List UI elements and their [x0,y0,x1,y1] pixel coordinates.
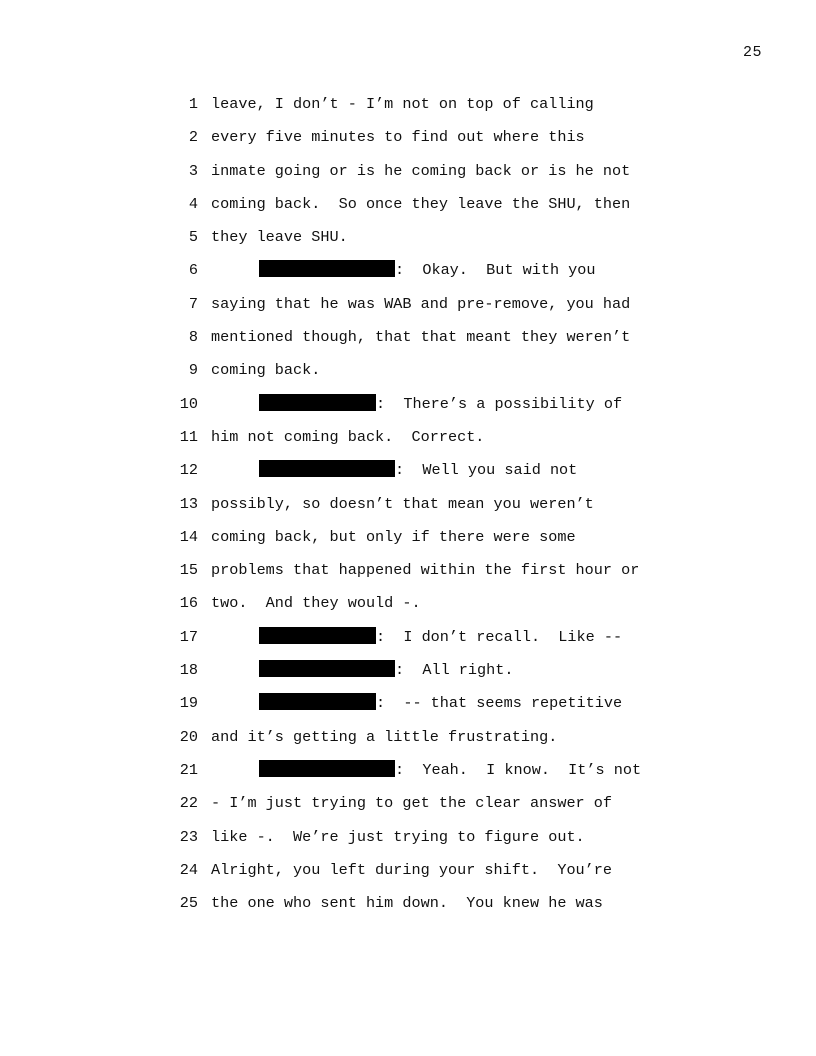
line-content: : All right. [395,661,514,680]
redacted-speaker-name [259,660,395,677]
line-text [211,492,594,516]
transcript-line [0,358,816,391]
speaker-line-text [259,258,596,282]
redacted-speaker-name [259,260,395,277]
redacted-speaker-name [259,627,376,644]
line-content: the one who sent him down. You knew he was [211,894,603,913]
line-number: 1 [188,95,198,113]
redacted-speaker-name [259,760,395,777]
line-number: 19 [179,694,198,713]
line-content: coming back, but only if there were some [211,527,576,546]
speaker-line-text [259,392,622,416]
line-number: 6 [188,261,198,280]
line-text [211,791,612,815]
redacted-speaker-name [259,460,395,477]
transcript-line [0,125,816,158]
line-content: him not coming back. Correct. [211,427,485,446]
line-text [211,325,630,349]
line-number: 4 [188,194,198,213]
transcript-line [0,258,816,291]
speaker-line-text [259,758,641,782]
line-content: - I’m just trying to get the clear answer of [211,794,613,813]
line-number: 17 [179,627,198,646]
line-content: : Well you said not [395,461,578,480]
transcript-line [0,192,816,225]
line-text [211,159,630,183]
line-text [211,525,576,549]
line-content: and it’s getting a little frustrating. [211,727,558,746]
line-number: 20 [179,727,198,746]
transcript-line [0,558,816,591]
line-content: : -- that seems repetitive [376,694,623,713]
line-content: every five minutes to find out where this [211,128,585,147]
transcript-line [0,292,816,325]
line-text [211,558,639,582]
line-text [211,92,594,116]
line-number: 3 [188,161,198,180]
transcript-line [0,392,816,425]
line-number: 12 [179,461,198,480]
transcript-line [0,425,816,458]
line-number: 8 [188,328,198,347]
line-number: 11 [179,427,198,446]
speaker-line-text [259,458,577,482]
speaker-line-text [259,658,513,682]
line-text [211,192,630,216]
line-number: 16 [179,594,198,613]
line-content: problems that happened within the first hour or [211,561,640,580]
line-number: 22 [179,794,198,813]
line-content: : I don’t recall. Like -- [376,627,623,646]
line-number: 10 [179,394,198,413]
transcript-body [0,92,816,924]
transcript-line [0,658,816,691]
line-number: 9 [188,361,198,380]
line-text [211,225,348,249]
line-number: 23 [179,827,198,846]
line-content: coming back. So once they leave the SHU, then [211,194,631,213]
line-number: 15 [179,561,198,580]
transcript-line [0,691,816,724]
transcript-line [0,492,816,525]
line-text [211,858,612,882]
line-text [211,825,585,849]
line-number: 18 [179,661,198,680]
line-number: 21 [179,760,198,779]
line-content: mentioned though, that that meant they weren’t [211,328,631,347]
line-content: : Okay. But with you [395,261,596,280]
transcript-line [0,825,816,858]
transcript-line [0,858,816,891]
transcript-line [0,458,816,491]
line-content: saying that he was WAB and pre-remove, you had [211,294,631,313]
speaker-line-text [259,691,622,715]
redacted-speaker-name [259,394,376,411]
line-content: two. And they would -. [211,594,421,613]
line-number: 5 [188,228,198,247]
line-content: they leave SHU. [211,228,348,247]
line-text [211,125,585,149]
transcript-line [0,591,816,624]
line-content: possibly, so doesn’t that mean you weren’t [211,494,594,513]
line-content: : There’s a possibility of [376,394,623,413]
line-text [211,292,630,316]
transcript-line [0,791,816,824]
transcript-line [0,625,816,658]
line-number: 2 [188,128,198,147]
line-number: 25 [179,894,198,913]
transcript-line [0,159,816,192]
line-text [211,725,557,749]
line-content: like -. We’re just trying to figure out. [211,827,585,846]
line-text [211,425,484,449]
line-text [211,591,421,615]
line-content: inmate going or is he coming back or is he not [211,161,631,180]
line-number: 24 [179,860,198,879]
page-number: 25 [742,44,762,61]
line-text [211,891,603,915]
line-number: 7 [188,294,198,313]
transcript-line [0,525,816,558]
line-text [211,358,320,382]
line-content: leave, I don’t - I’m not on top of calling [211,95,594,113]
transcript-line [0,325,816,358]
redacted-speaker-name [259,693,376,710]
transcript-line [0,758,816,791]
line-content: : Yeah. I know. It’s not [395,760,642,779]
line-content: coming back. [211,361,321,380]
line-number: 14 [179,527,198,546]
transcript-line [0,725,816,758]
transcript-line [0,891,816,924]
transcript-line [0,92,816,125]
line-content: Alright, you left during your shift. You’re [211,860,613,879]
speaker-line-text [259,625,622,649]
line-number: 13 [179,494,198,513]
transcript-line [0,225,816,258]
